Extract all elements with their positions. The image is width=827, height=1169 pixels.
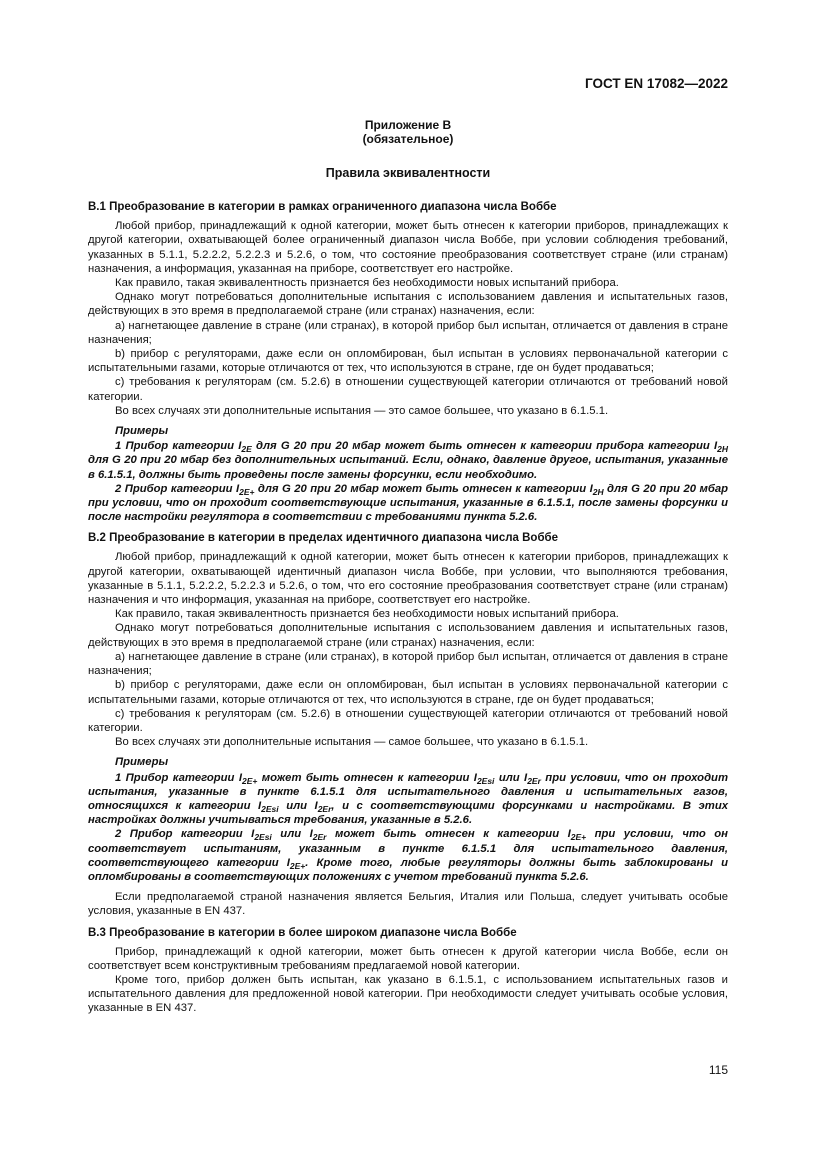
- examples-block: [88, 755, 728, 884]
- paragraph: Любой прибор, принадлежащий к одной категории, может быть отнесен к категории приборов, принадлежащих к другой категории, охватывающей идентичный диапазон числа Воббе, при условии, что выполняются требования, указанные в 5.1.1, 5.2.2.2, 5.2.2.3 и 5.2.6, о том, что его состояние преобразования соответствует стране (или странам) назначения и что информация, указанная на приборе, соответствует его настройке.: [88, 551, 728, 607]
- annex-heading: Правила эквивалентности: [325, 166, 491, 180]
- document-code: ГОСТ EN 17082—2022: [585, 76, 728, 91]
- list-item-a: a) нагнетающее давление в стране (или странах), в которой прибор был испытан, отличается от давления в стране назначения;: [88, 650, 728, 678]
- paragraph: Если предполагаемой страной назначения является Бельгия, Италия или Польша, следует учитывать особые условия, указанные в EN 437.: [88, 891, 728, 918]
- example-1: 1 Прибор категории $I_{2E}$ для G 20 при 20 мбар может быть отнесен к категории прибора категории $I_{2H}$ для G 20 при 20 мбар без дополнительных испытаний. Если, однако, давление другое, испытания, указанные в 6.1.5.1, должны быть проведены после замены форсунки, если необходимо.: [88, 440, 729, 481]
- example-1: 1 Прибор категории $I_{2E+}$ может быть отнесен к категории $I_{2Esi}$ или $I_{2Er}$ при условии, что он проходит испытания, указанные в пункте 6.1.5.1 для испытательного давления и испытательных газов, относящихся к категории $I_{2Esi}$ или $I_{2Er}$, и с соответствующими форсунками и настройками. В этих настройках должны учитываться требования, указанные в 5.2.6.: [88, 771, 728, 827]
- section-b2: [88, 531, 728, 918]
- paragraph: Любой прибор, принадлежащий к одной категории, может быть отнесен к категории приборов, принадлежащих к другой категории, охватывающей более ограниченный диапазон числа Воббе, при условии соблюдения требований, указанных в 5.1.1, 5.2.2.2, 5.2.2.3 и 5.2.6, о том, что состояние преобразования соответствует стране (или странам) назначения, а информация, указанная на приборе, соответствует его настройке.: [88, 220, 728, 275]
- examples-label: Примеры: [115, 425, 169, 438]
- paragraph: Как правило, такая эквивалентность признается без необходимости новых испытаний прибора.: [115, 608, 619, 621]
- examples-block: [88, 424, 728, 524]
- paragraph: Во всех случаях эти дополнительные испытания — это самое большее, что указано в 6.1.5.1.: [115, 404, 609, 417]
- section-b1: [88, 200, 728, 524]
- list-item-b: b) прибор с регуляторами, даже если он опломбирован, был испытан в условиях первоначальной категории с испытательными газами, которые отличаются от тех, что используются в стране, где он будет продаваться;: [88, 679, 728, 706]
- paragraph: Однако могут потребоваться дополнительные испытания с использованием давления и испытательных газов, действующих в это время в предполагаемой стране (или странах) назначения, если:: [88, 622, 728, 649]
- examples-label: Примеры: [115, 756, 169, 769]
- annex-type: (обязательное): [362, 132, 454, 146]
- page-number: 115: [708, 1063, 728, 1077]
- list-item-c: c) требования к регуляторам (см. 5.2.6) в отношении существующей категории отличаются от требований новой категории.: [88, 376, 728, 403]
- list-item-b: b) прибор с регуляторами, даже если он опломбирован, был испытан в условиях первоначальной категории с испытательными газами, которые отличаются от тех, что используются в стране, где он будет продаваться;: [88, 348, 728, 375]
- paragraph: Кроме того, прибор должен быть испытан, как указано в 6.1.5.1, с использованием испытательных газов и испытательного давления для предложенной новой категории. При необходимости следует учитывать особые условия, указанные в EN 437.: [88, 973, 728, 1015]
- section-b3-heading: В.3 Преобразование в категории в более широком диапазоне числа Воббе: [88, 926, 517, 939]
- page-content: [88, 118, 728, 1016]
- example-2: 2 Прибор категории $I_{2Esi}$ или $I_{2Er}$ может быть отнесен к категории $I_{2E+}$ при условии, что он соответствует испытаниям, указанным в пункте 6.1.5.1 для испытательного давления, соответствующего категории $I_{2E+}$. Кроме того, любые регуляторы должны быть заблокированы и опломбированы в соответствующих положениях с учетом требований пункта 5.2.6.: [88, 828, 729, 883]
- paragraph: Однако могут потребоваться дополнительные испытания с использованием давления и испытательных газов, действующих в это время в предполагаемой стране (или странах) назначения, если:: [88, 291, 728, 318]
- list-item-a: a) нагнетающее давление в стране (или странах), в которой прибор был испытан, отличается от давления в стране назначения;: [88, 319, 728, 346]
- section-b3: [88, 926, 728, 1016]
- section-b1-heading: В.1 Преобразование в категории в рамках ограниченного диапазона числа Воббе: [88, 201, 557, 214]
- paragraph: Прибор, принадлежащий к одной категории, может быть отнесен к другой категории числа Воббе, если он соответствует всем конструктивным требованиям предлагаемой новой категории.: [88, 945, 728, 972]
- paragraph: Как правило, такая эквивалентность признается без необходимости новых испытаний прибора.: [115, 277, 619, 290]
- example-2: 2 Прибор категории $I_{2E+}$ для G 20 при 20 мбар может быть отнесен к категории $I_{2H}$ для G 20 при 20 мбар при условии, что он проходит соответствующие испытания, указанные в 6.1.5.1, после замены форсунки и после настройки регулятора в соответствии с требованиями пункта 5.2.6.: [88, 482, 729, 524]
- section-b2-heading: В.2 Преобразование в категории в пределах идентичного диапазона числа Воббе: [88, 532, 559, 545]
- annex-title: Приложение В: [364, 118, 452, 132]
- paragraph: Во всех случаях эти дополнительные испытания — самое большее, что указано в 6.1.5.1.: [115, 736, 589, 749]
- list-item-c: c) требования к регуляторам (см. 5.2.6) в отношении существующей категории отличаются от требований новой категории.: [88, 707, 728, 734]
